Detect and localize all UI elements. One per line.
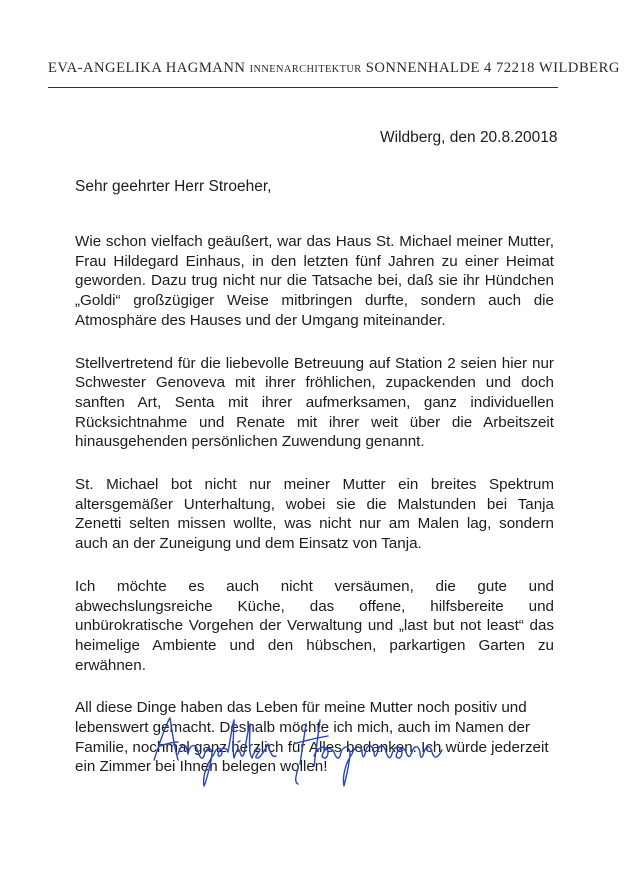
- letterhead-profession: INNENARCHITEKTUR: [249, 64, 362, 75]
- letter-date: Wildberg, den 20.8.20018: [380, 129, 558, 146]
- handwritten-signature: [148, 712, 468, 792]
- letterhead: [48, 60, 620, 77]
- letterhead-divider: [48, 87, 558, 88]
- letterhead-address: SONNENHALDE 4 72218 WILDBERG: [365, 60, 620, 76]
- paragraph: St. Michael bot nicht nur meiner Mutter ein breites Spektrum altersgemäßer Unterhaltung, wobei sie die Malstunden bei Tanja Zenetti selten missen wollte, was nicht nur am Malen lag, sondern auch an der Zuneigung und dem Einsatz von Tanja.: [75, 476, 554, 553]
- paragraph: All diese Dinge haben das Leben für meine Mutter noch positiv und lebenswert gemacht. Deshalb möchte ich mich, auch im Namen der Familie, nochmal ganz herzlich für Alles bedanken. Ich würde jederzeit ein Zimmer bei Ihnen belegen wollen!: [75, 699, 549, 776]
- paragraph: Stellvertretend für die liebevolle Betreuung auf Station 2 seien hier nur Schwester Genoveva mit ihrer fröhlichen, zupackenden und doch sanften Art, Senta mit ihrer aufmerksamen, ganz individuellen Rücksichtnahme und Renate mit ihrer weit über die Arbeitszeit hinausgehenden persönlichen Zuwendung genannt.: [75, 354, 554, 451]
- paragraph: Wie schon vielfach geäußert, war das Haus St. Michael meiner Mutter, Frau Hildegard Einhaus, in den letzten fünf Jahren zu einer Heimat geworden. Dazu trug nicht nur die Tatsache bei, daß sie ihr Hündchen „Goldi“ großzügiger Weise mitbringen durfte, sondern auch die Atmosphäre des Hauses und der Umgang miteinander.: [75, 233, 554, 329]
- letterhead-name: EVA-ANGELIKA HAGMANN: [48, 60, 246, 76]
- salutation: Sehr geehrter Herr Stroeher,: [75, 178, 272, 195]
- paragraph: Ich möchte es auch nicht versäumen, die gute und abwechslungsreiche Küche, das offene, hilfsbereite und unbürokratische Vorgehen der Verwaltung und „last but not least“ das heimelige Ambiente und den hübschen, parkartigen Garten zu erwähnen.: [75, 577, 554, 674]
